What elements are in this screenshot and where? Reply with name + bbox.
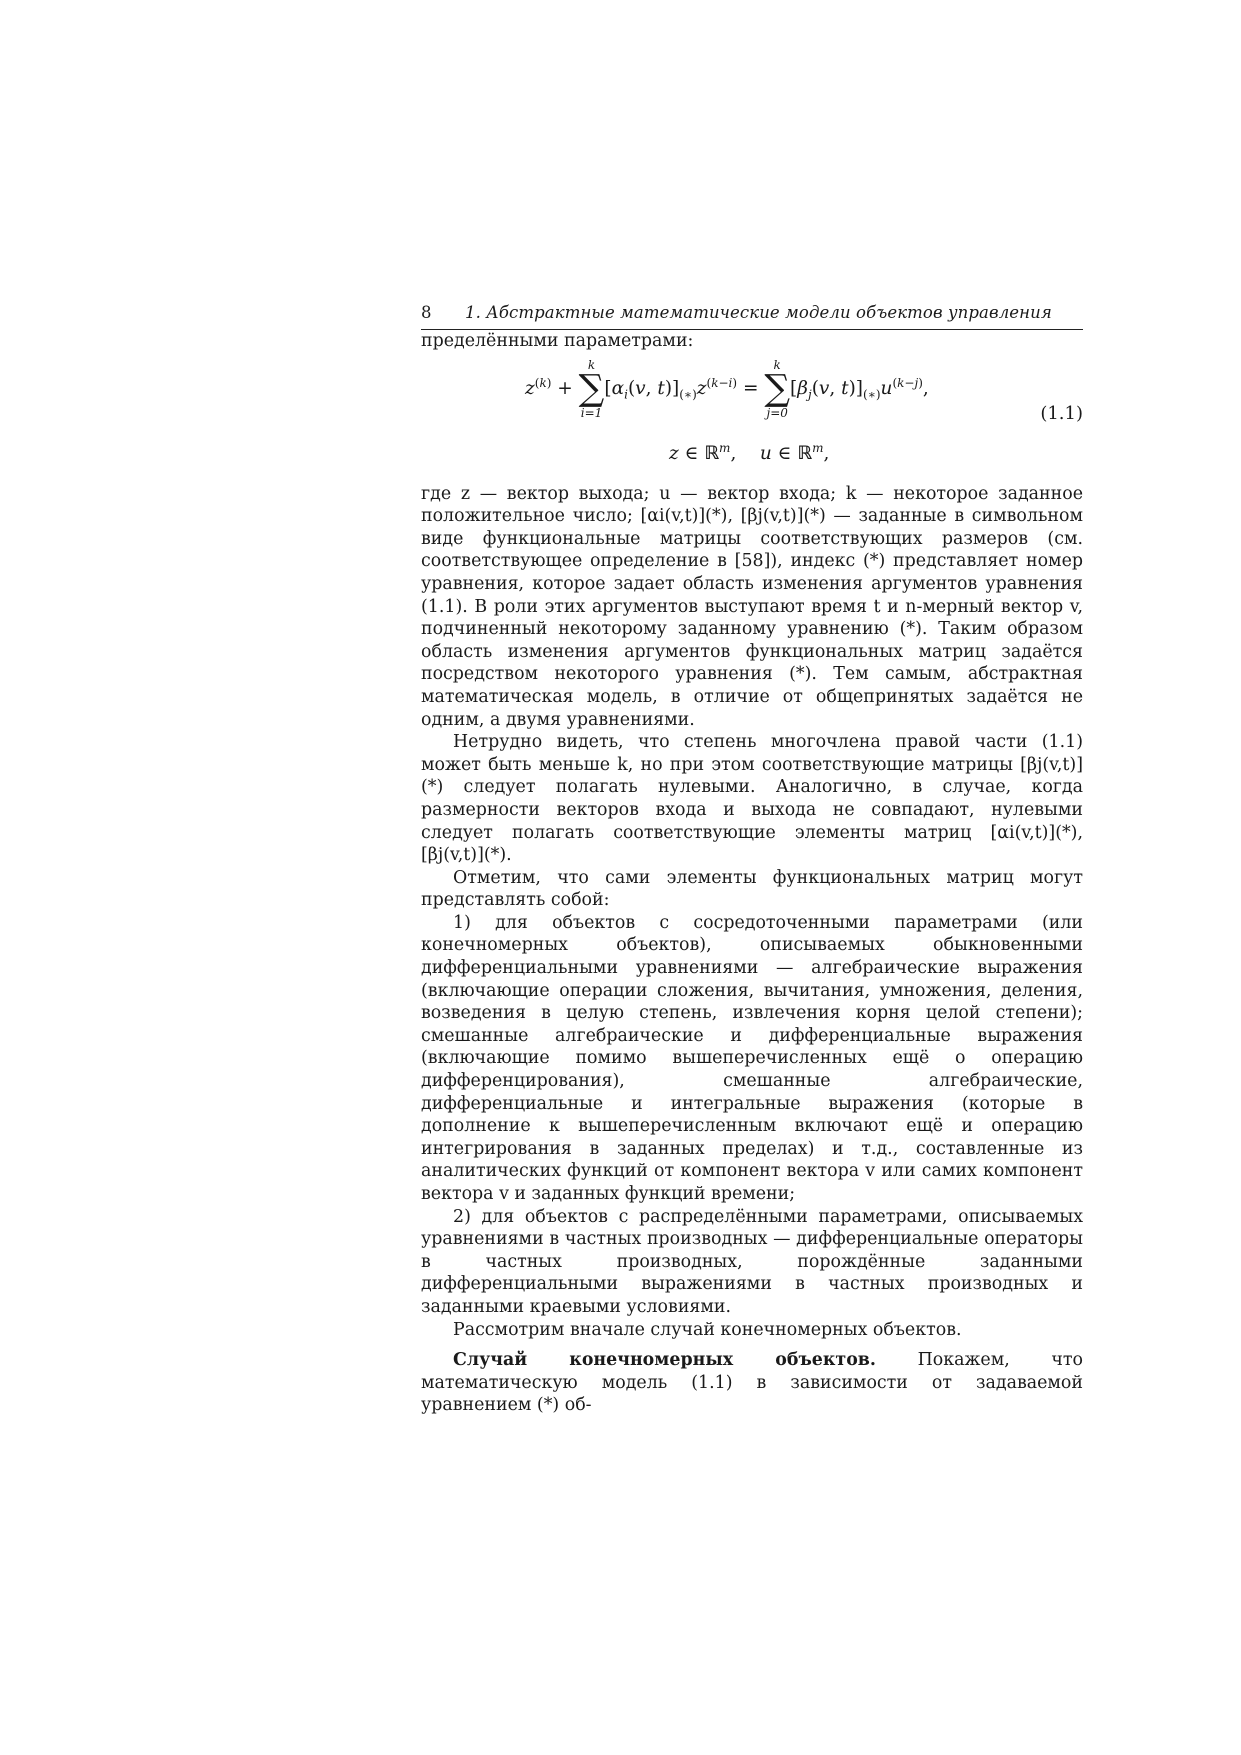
body-text [421,330,1083,1417]
list-item: 2) для объектов с распределёнными параметрами, описываемых уравнениями в частных производных — дифференциальные операторы в частных производных, порождённые заданными дифференциальными выражениями в частных производных и заданными краевыми условиями. [421,1206,1083,1317]
chapter-title: 1. Абстрактные математические модели объектов управления [465,303,1052,322]
equation-main-line: $z^{(k)}$ + k ∑ i=1 [$\alpha_i(v$, $t)]_{(∗)}z^{(k-i)}$ = k ∑ j=0 [$\beta_j(v$, $t)]_{(∗)}u^{(k-j)}$, [525,357,929,420]
paragraph: Рассмотрим вначале случай конечномерных объектов. [453,1319,962,1340]
page-number: 8 [421,303,432,322]
list-item: 1) для объектов с сосредоточенными параметрами (или конечномерных объектов), описываемых обыкновенными дифференциальными уравнениями — алгебраические выражения (включающие операции сложения, вычитания, умножения, деления, возведения в целую степень, извлечения корня целой степени); смешанные алгебраические и дифференциальные выражения (включающие помимо вышеперечисленных ещё о операцию дифференцирования), смешанные алгебраические, дифференциальные и интегральные выражения (которые в дополнение к вышеперечисленным включают ещё и операцию интегрирования в заданных пределах) и т.д., составленные из аналитических функций от компонент вектора v или самих компонент вектора v и заданных функций времени; [421,912,1083,1204]
page [421,303,1083,1417]
section-heading: Случай конечномерных объектов. [453,1350,876,1371]
paragraph: пределёнными параметрами: [421,331,694,351]
paragraph: где z — вектор выхода; u — вектор входа; k — некоторое заданное положительное число; [αi(v,t)](*), [βj(v,t)](*) — заданные в символьном виде функциональные матрицы соответствующих размеров (см. соответствующее определение в [58]), индекс (*) представляет номер уравнения, которое задает область изменения аргументов уравнения (1.1). В роли этих аргументов выступают время t и n-мерный вектор v, подчиненный некоторому заданному уравнению (*). Таким образом область изменения аргументов функциональных матриц задаётся посредством некоторого уравнения (*). Тем самым, абстрактная математическая модель, в отличие от общепринятых задаётся не одним, а двумя уравнениями. [421,483,1083,730]
equation-number: (1.1) [1040,402,1083,424]
paragraph [421,1349,1083,1417]
equation-1-1 [421,355,1083,475]
paragraph-text: Покажем, что математическую модель (1.1) в зависимости от задаваемой уравнением (*) об- [421,1350,1083,1416]
running-head [421,303,1083,330]
paragraph: Отметим, что сами элементы функциональных матриц могут представлять собой: [421,867,1083,911]
equation-domain-line: z ∈ ℝ$^m$, u ∈ ℝ$^m$, [669,440,830,464]
paragraph: Нетрудно видеть, что степень многочлена правой части (1.1) может быть меньше k, но при этом соответствующие матрицы [βj(v,t)](*) следует полагать нулевыми. Аналогично, в случае, когда размерности векторов входа и выхода не совпадают, нулевыми следует полагать соответствующие элементы матриц [αi(v,t)](*), [βj(v,t)](*). [421,732,1083,866]
